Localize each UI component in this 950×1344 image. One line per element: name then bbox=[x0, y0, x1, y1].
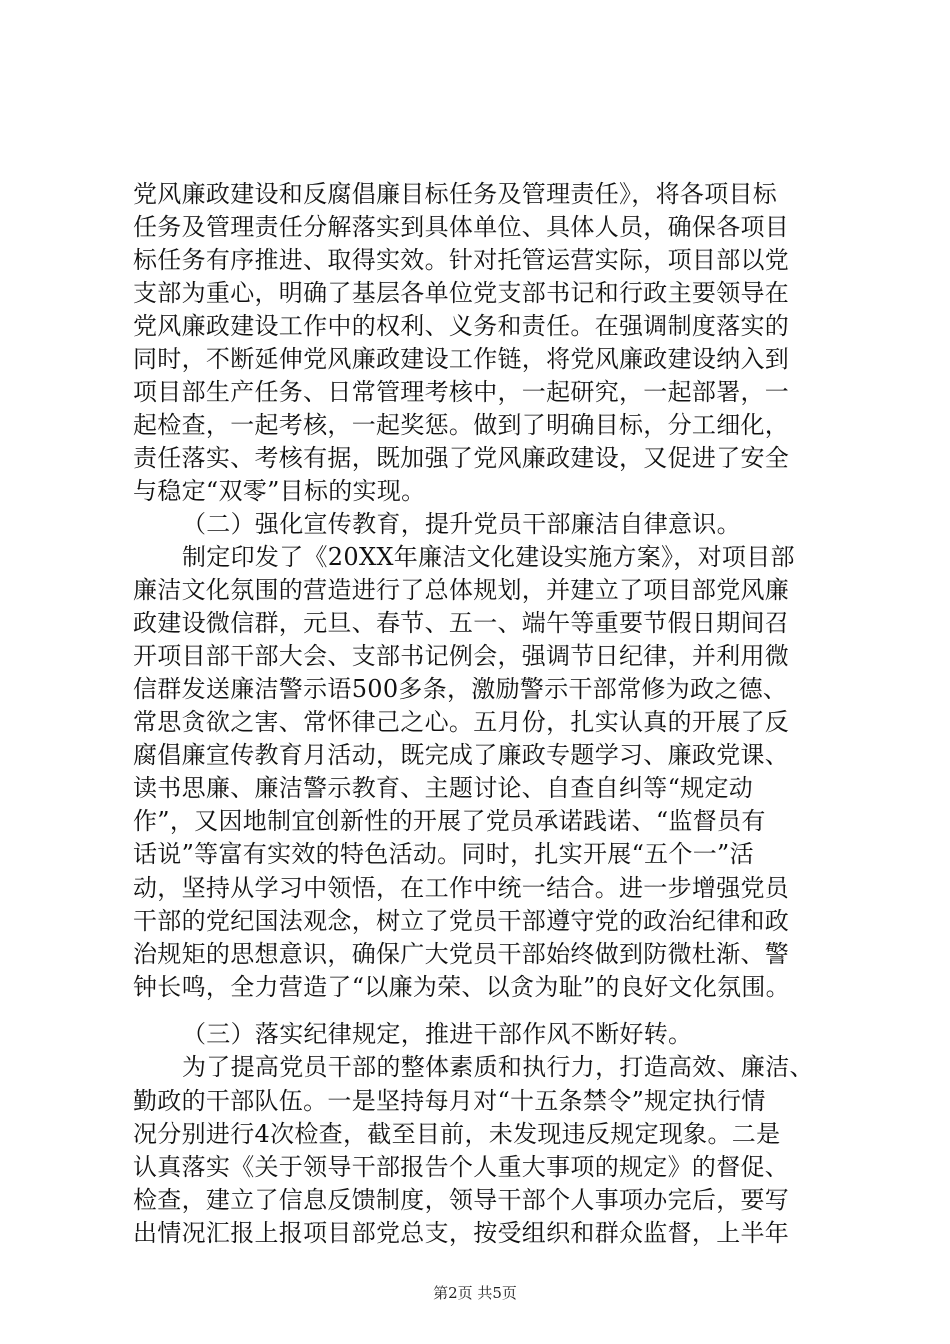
body-text-line: 同时，不断延伸党风廉政建设工作链，将党风廉政建设纳入到 bbox=[133, 345, 790, 373]
body-text-line: 常思贪欲之害、常怀律己之心。五月份，扎实认真的开展了反 bbox=[133, 708, 790, 736]
body-text-line: 话说”等富有实效的特色活动。同时，扎实开展“五个一”活 bbox=[133, 840, 754, 868]
body-text-line: 动，坚持从学习中领悟，在工作中统一结合。进一步增强党员 bbox=[133, 874, 790, 902]
body-text-line: 腐倡廉宣传教育月活动，既完成了廉政专题学习、廉政党课、 bbox=[133, 741, 790, 769]
section-heading-3: （三）落实纪律规定，推进干部作风不断好转。 bbox=[182, 1020, 693, 1048]
section-heading-2: （二）强化宣传教育，提升党员干部廉洁自律意识。 bbox=[182, 510, 741, 538]
body-text-line: 与稳定“双零”目标的实现。 bbox=[133, 477, 426, 505]
body-text-line: 治规矩的思想意识，确保广大党员干部始终做到防微杜渐、警 bbox=[133, 940, 790, 968]
body-text-line: 项目部生产任务、日常管理考核中，一起研究，一起部署，一 bbox=[133, 378, 790, 406]
body-text-line: 任务及管理责任分解落实到具体单位、具体人员，确保各项目 bbox=[133, 213, 790, 241]
paragraph-first-line: 制定印发了《20XX年廉洁文化建设实施方案》，对项目部 bbox=[182, 543, 795, 571]
body-text-line: 政建设微信群，元旦、春节、五一、端午等重要节假日期间召 bbox=[133, 609, 790, 637]
body-text-line: 责任落实、考核有据，既加强了党风廉政建设，又促进了安全 bbox=[133, 444, 790, 472]
page-number-footer: 第2页 共5页 bbox=[433, 1284, 517, 1302]
body-text-line: 起检查，一起考核，一起奖惩。做到了明确目标，分工细化， bbox=[133, 411, 790, 439]
body-text-line: 读书思廉、廉洁警示教育、主题讨论、自查自纠等“规定动 bbox=[133, 774, 754, 802]
body-text-line: 勤政的干部队伍。一是坚持每月对“十五条禁令”规定执行情 bbox=[133, 1087, 766, 1115]
body-text-line: 信群发送廉洁警示语500多条，激励警示干部常修为政之德、 bbox=[133, 675, 788, 703]
body-text-line: 钟长鸣，全力营造了“以廉为荣、以贪为耻”的良好文化氛围。 bbox=[133, 973, 790, 1001]
body-text-line: 廉洁文化氛围的营造进行了总体规划，并建立了项目部党风廉 bbox=[133, 576, 790, 604]
body-text-line: 支部为重心，明确了基层各单位党支部书记和行政主要领导在 bbox=[133, 279, 790, 307]
body-text-line: 作”，又因地制宜创新性的开展了党员承诺践诺、“监督员有 bbox=[133, 807, 766, 835]
body-text-line: 党风廉政建设工作中的权利、义务和责任。在强调制度落实的 bbox=[133, 312, 790, 340]
body-text-line: 党风廉政建设和反腐倡廉目标任务及管理责任》，将各项目标 bbox=[133, 180, 778, 208]
body-text-line: 认真落实《关于领导干部报告个人重大事项的规定》的督促、 bbox=[133, 1153, 790, 1181]
body-text-line: 出情况汇报上报项目部党总支，按受组织和群众监督，上半年 bbox=[133, 1219, 790, 1247]
paragraph-first-line: 为了提高党员干部的整体素质和执行力，打造高效、廉洁、 bbox=[182, 1053, 814, 1081]
body-text-line: 况分别进行4次检查，截至目前，未发现违反规定现象。二是 bbox=[133, 1120, 781, 1148]
body-text-line: 开项目部干部大会、支部书记例会，强调节日纪律，并利用微 bbox=[133, 642, 790, 670]
body-text-line: 检查，建立了信息反馈制度，领导干部个人事项办完后，要写 bbox=[133, 1186, 790, 1214]
body-text-line: 干部的党纪国法观念，树立了党员干部遵守党的政治纪律和政 bbox=[133, 907, 790, 935]
body-text-line: 标任务有序推进、取得实效。针对托管运营实际，项目部以党 bbox=[133, 246, 790, 274]
